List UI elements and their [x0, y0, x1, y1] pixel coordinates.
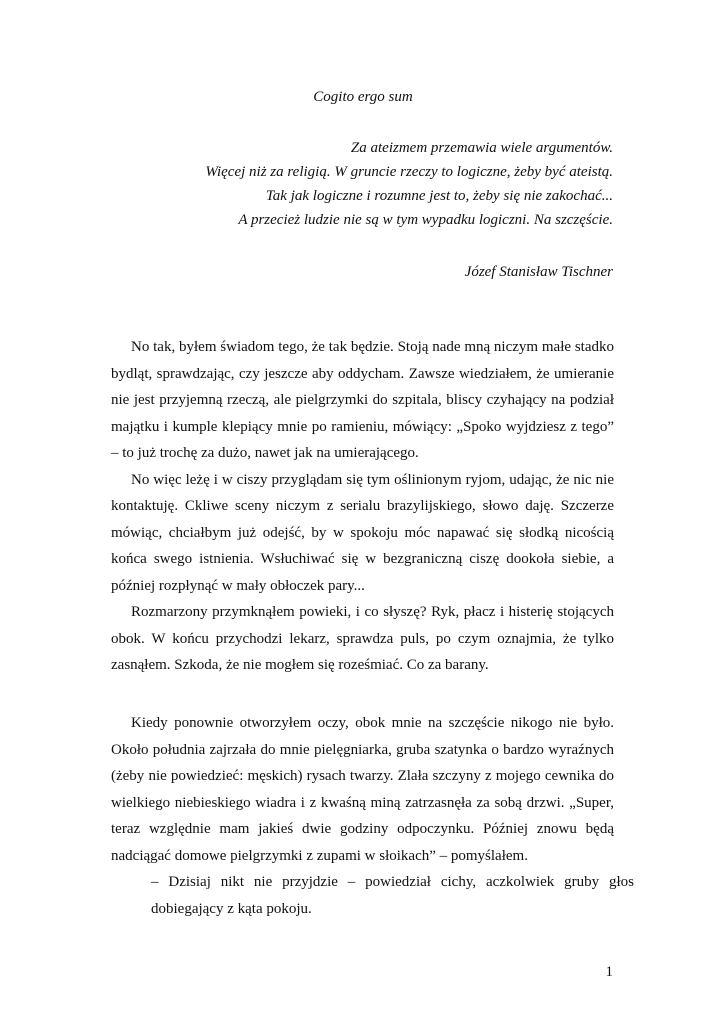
epigraph-line: Tak jak logiczne i rozumne jest to, żeby się nie zakochać...: [265, 188, 613, 204]
page-title: [0, 87, 724, 107]
dialogue-text: – Dzisiaj nikt nie przyjdzie – powiedział cichy, aczkolwiek gruby głos dobiegający z kąta pokoju.: [151, 874, 634, 917]
paragraph: No więc leżę i w ciszy przyglądam się tym oślinionym ryjom, udając, że nic nie kontaktuję. Ckliwe sceny niczym z serialu brazylijskiego, słowo daję. Szczerze mówiąc, chciałbym już odejść, by w spokoju móc napawać się słodką nicością końca swego istnienia. Wsłuchiwać się w bezgraniczną ciszę dookoła siebie, a później rozpłynąć w mały obłoczek pary...: [111, 471, 614, 594]
paragraph: No tak, byłem świadom tego, że tak będzie. Stoją nade mną niczym małe stadko bydląt, sprawdzając, czy jeszcze aby oddycham. Zawsze wiedziałem, że umieranie nie jest przyjemną rzeczą, ale pielgrzymki do szpitala, bliscy czyhający na podział majątku i kumple klepiący mnie po ramieniu, mówiący: „Spoko wyjdziesz z tego” – to już trochę za dużo, nawet jak na umierającego.: [111, 339, 614, 461]
dialogue-paragraph: [111, 869, 634, 922]
section-two: [111, 710, 634, 922]
section-one: [111, 334, 614, 679]
epigraph: [93, 136, 613, 232]
paragraph: Rozmarzony przymknąłem powieki, i co słyszę? Ryk, płacz i histerię stojących obok. W końcu przychodzi lekarz, sprawdza puls, po czym oznajmia, że tylko zasnąłem. Szkoda, że nie mogłem się roześmiać. Co za barany.: [111, 604, 614, 673]
page-number: 1: [605, 964, 613, 980]
title-text: Cogito ergo sum: [313, 89, 413, 105]
epigraph-line: Za ateizmem przemawia wiele argumentów.: [350, 140, 613, 156]
paragraph: Kiedy ponownie otworzyłem oczy, obok mnie na szczęście nikogo nie było. Około południa zajrzała do mnie pielęgniarka, gruba szatynka o bardzo wyraźnych (żeby nie powiedzieć: męskich) rysach twarzy. Zlała szczyny z mojego cewnika do wielkiego niebieskiego wiadra i z kwaśną miną zatrzasnęła za sobą drzwi. „Super, teraz względnie mam jakieś dwie godziny odpoczynku. Później znowu będą nadciągać domowe pielgrzymki z zupami w słoikach” – pomyślałem.: [111, 715, 614, 864]
epigraph-author: Józef Stanisław Tischner: [464, 264, 613, 280]
epigraph-line: A przecież ludzie nie są w tym wypadku logiczni. Na szczęście.: [238, 212, 613, 228]
epigraph-line: Więcej niż za religią. W gruncie rzeczy to logiczne, żeby być ateistą.: [205, 164, 613, 180]
